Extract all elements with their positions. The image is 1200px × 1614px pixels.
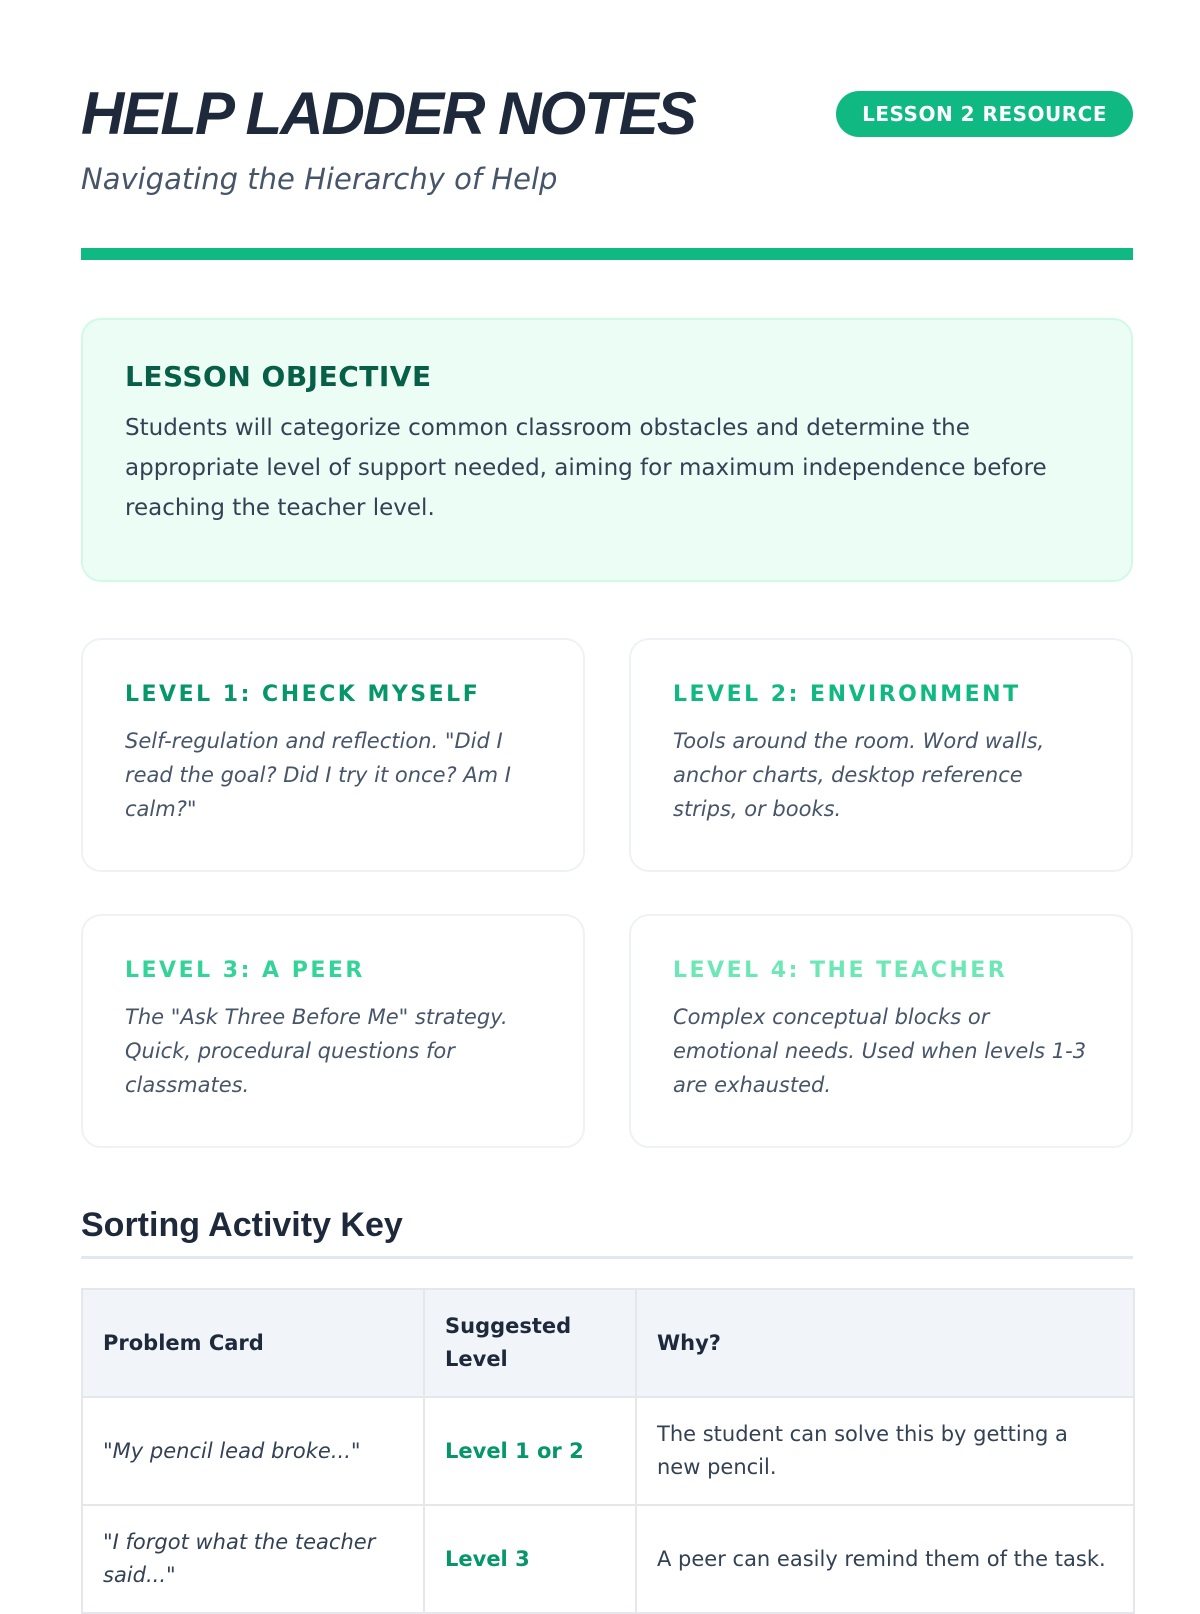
problem-cell: "My pencil lead broke...": [82, 1397, 424, 1505]
table-header-row: [82, 1289, 1134, 1397]
header: [81, 78, 1133, 258]
objective-heading: LESSON OBJECTIVE: [125, 360, 432, 393]
level-card-4: [629, 914, 1133, 1148]
level-cell: Level 3: [424, 1505, 636, 1613]
level-card-description: Self-regulation and reflection. "Did I read the goal? Did I try it once? Am I calm?": [125, 729, 511, 821]
level-cell: Level 1 or 2: [424, 1397, 636, 1505]
table-row: [82, 1505, 1134, 1613]
problem-cell: "I forgot what the teacher said...": [82, 1505, 424, 1613]
level-card-1: [81, 638, 585, 872]
header-divider: [81, 248, 1133, 260]
column-header-problem: Problem Card: [82, 1289, 424, 1397]
table-row: [82, 1397, 1134, 1505]
level-card-title: LEVEL 2: ENVIRONMENT: [673, 682, 1021, 707]
lesson-badge: LESSON 2 RESOURCE: [836, 91, 1133, 137]
objective-text: Students will categorize common classroom obstacles and determine the appropriate level of support needed, aiming for maximum independence before reaching the teacher level.: [125, 415, 1047, 521]
level-card-title: LEVEL 1: CHECK MYSELF: [125, 682, 481, 707]
level-card-title: LEVEL 3: A PEER: [125, 958, 365, 983]
page-subtitle: Navigating the Hierarchy of Help: [81, 162, 558, 196]
column-header-why: Why?: [636, 1289, 1134, 1397]
level-card-description: Tools around the room. Word walls, anchor charts, desktop reference strips, or books.: [673, 729, 1045, 821]
why-cell: The student can solve this by getting a new pencil.: [636, 1397, 1134, 1505]
sorting-key-table: [81, 1288, 1135, 1614]
level-card-description: Complex conceptual blocks or emotional needs. Used when levels 1-3 are exhausted.: [673, 1005, 1087, 1097]
column-header-level: Suggested Level: [424, 1289, 636, 1397]
level-card-title: LEVEL 4: THE TEACHER: [673, 958, 1008, 983]
lesson-objective-box: [81, 318, 1133, 582]
section-divider: [81, 1256, 1133, 1259]
level-card-2: [629, 638, 1133, 872]
why-cell: A peer can easily remind them of the task.: [636, 1505, 1134, 1613]
sorting-section-title: Sorting Activity Key: [81, 1206, 403, 1244]
level-card-description: The "Ask Three Before Me" strategy. Quick, procedural questions for classmates.: [125, 1005, 508, 1097]
level-card-3: [81, 914, 585, 1148]
page: [81, 0, 1133, 1600]
page-title: HELP LADDER NOTES: [81, 80, 695, 147]
